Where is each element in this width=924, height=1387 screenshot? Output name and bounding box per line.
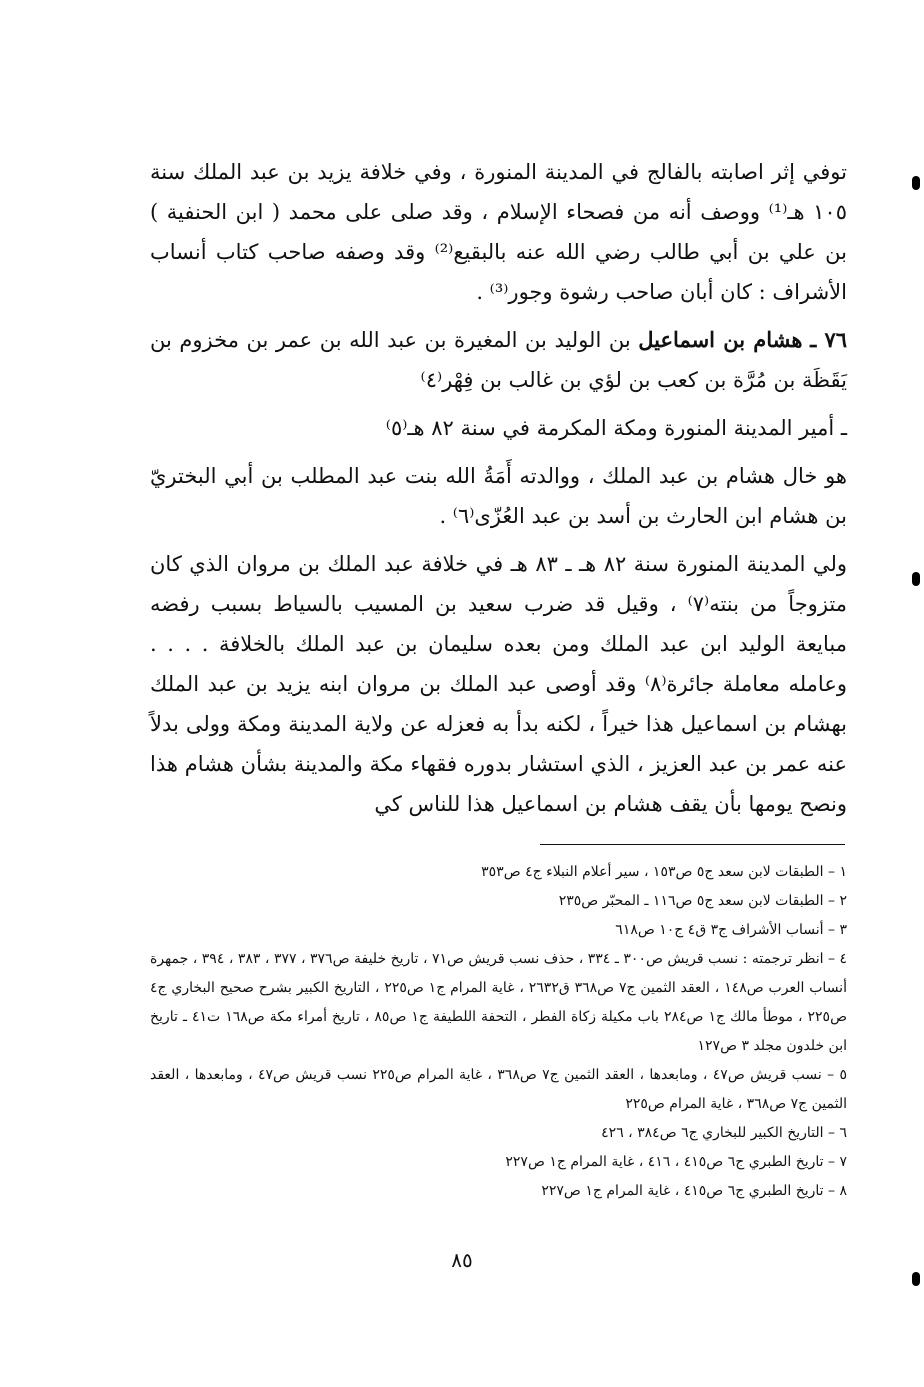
binding-hole-mark-middle bbox=[912, 572, 920, 586]
footnote-3: ٣ – أنساب الأشراف ج٣ ق٤ ج١٠ ص٦١٨ bbox=[615, 922, 847, 938]
footnote-5: ٥ – نسب قريش ص٤٧ ، ومابعدها ، العقد الثمين ج٧ ص٣٦٨ ، غاية المرام ص٢٢٥ نسب قريش ص٤٧ ، ومابعدها ، العقد الثمين ج٧ ص٣٦٨ ، غاية المرام ص٢٢٥ bbox=[150, 1067, 847, 1112]
binding-hole-mark-bottom bbox=[912, 1272, 920, 1286]
entry-name: هشام بن اسماعيل bbox=[638, 327, 803, 352]
footnotes bbox=[150, 858, 847, 1206]
paragraph-intro: توفي إثر اصابته بالفالج في المدينة المنورة ، وفي خلافة يزيد بن عبد الملك سنة ١٠٥ هـ⁽¹⁾ ووصف أنه من فصحاء الإسلام ، وقد صلى على محمد ( ابن الحنفية ) بن علي بن أبي طالب رضي الله عنه بالبقيع⁽²⁾ وقد وصفه صاحب كتاب أنساب الأشراف : كان أبان صاحب رشوة وجور⁽³⁾ . bbox=[150, 160, 847, 304]
entry-lineage: بن الوليد بن المغيرة بن عبد الله بن عمر بن مخزوم بن يَقَظَة بن مُرَّة بن كعب بن لؤي بن غالب بن فِهْر⁽٤⁾ bbox=[150, 328, 847, 392]
footnote-divider bbox=[540, 844, 845, 845]
footnote-8: ٨ – تاريخ الطبري ج٦ ص٤١٥ ، غاية المرام ج١ ص٢٢٧ bbox=[541, 1183, 847, 1199]
footnote-4: ٤ – انظر ترجمته : نسب قريش ص٣٠٠ ـ ٣٣٤ ، حذف نسب قريش ص٧١ ، تاريخ خليفة ص٣٧٦ ، ٣٧٧ ، ٣٨٣ ، ٣٩٤ ، جمهرة أنساب العرب ص١٤٨ ، العقد الثمين ج٧ ص٣٦٨ ق٢٦٣٢ ، غاية المرام ج١ ص٢٢٥ ، التاريخ الكبير بشرح صحيح البخاري ج٤ ص٢٢٥ ، موطأ مالك ج١ ص٢٨٤ باب مكيلة زكاة الفطر ، التحفة اللطيفة ج١ ص٨٥ ، تاريخ أمراء مكة ص١٦٨ ت٤١ ـ تاريخ ابن خلدون مجلد ٣ ص١٢٧ bbox=[150, 951, 848, 1054]
footnote-6: ٦ – التاريخ الكبير للبخاري ج٦ ص٣٨٤ ، ٤٢٦ bbox=[601, 1125, 847, 1141]
entry-biography: ولي المدينة المنورة سنة ٨٢ هـ ـ ٨٣ هـ في خلافة عبد الملك بن مروان الذي كان متزوجاً من بنته⁽٧⁾ ، وقيل قد ضرب سعيد بن المسيب بالسياط بسبب رفضه مبايعة الوليد ابن عبد الملك ومن بعده سليمان بن عبد الملك بالخلافة . . . . وعامله معاملة جائرة⁽٨⁾ وقد أوصى عبد الملك بن مروان ابنه يزيد بن عبد الملك بهشام بن اسماعيل هذا خيراً ، لكنه بدأ به فعزله عن ولاية المدينة ومكة وولى بدلاً عنه عمر بن عبد العزيز ، الذي استشار بدوره فقهاء مكة والمدينة بشأن هشام هذا ونصح يومها بأن يقف هشام بن اسماعيل هذا للناس كي bbox=[150, 552, 847, 816]
entry-office: ـ أمير المدينة المنورة ومكة المكرمة في سنة ٨٢ هـ⁽٥⁾ bbox=[385, 416, 847, 440]
entry-relation: هو خال هشام بن عبد الملك ، ووالدته أَمَةُ الله بنت عبد المطلب بن أبي البختريّ بن هشام ابن الحارث بن أسد بن عبد العُزّى⁽٦⁾ . bbox=[150, 464, 847, 528]
footnote-7: ٧ – تاريخ الطبري ج٦ ص٤١٥ ، ٤١٦ ، غاية المرام ج١ ص٢٢٧ bbox=[505, 1154, 847, 1170]
entry-heading bbox=[150, 320, 847, 400]
footnote-2: ٢ – الطبقات لابن سعد ج٥ ص١١٦ ـ المحبّر ص٢٣٥ bbox=[558, 893, 847, 909]
footnote-1: ١ – الطبقات لابن سعد ج٥ ص١٥٣ ، سير أعلام النبلاء ج٤ ص٣٥٣ bbox=[481, 864, 847, 880]
page-number: ٨٥ bbox=[451, 1248, 473, 1272]
main-text bbox=[150, 152, 847, 824]
binding-hole-mark-top bbox=[912, 176, 920, 190]
entry-number: ٧٦ ـ bbox=[810, 327, 847, 352]
